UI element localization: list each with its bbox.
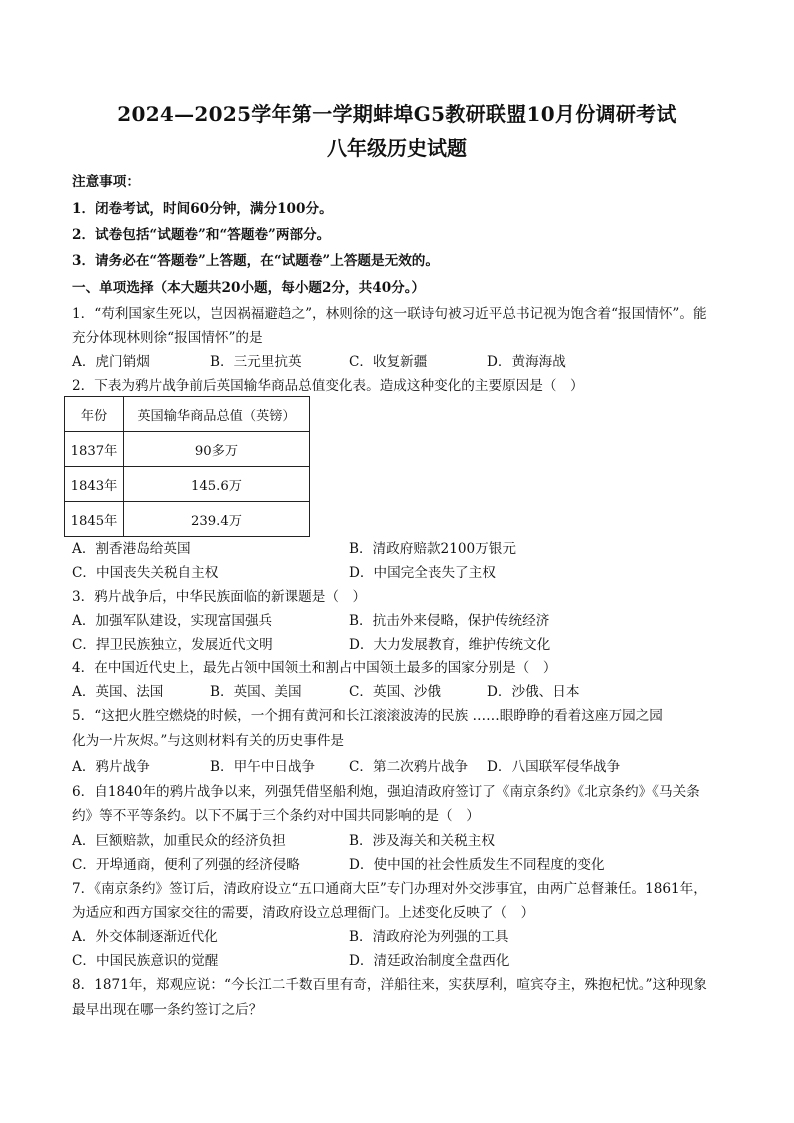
q4-option-c: C．英国、沙俄: [349, 684, 441, 700]
q6-option-c: C．开埠通商，便利了列强的经济侵略: [72, 857, 300, 873]
notes-heading: 注意事项：: [72, 174, 140, 190]
table-cell: 1837年: [65, 432, 124, 467]
q3-option-b: B．抗击外来侵略，保护传统经济: [349, 613, 550, 629]
question-6-text-cont: 约》等不平等条约。以下不属于三个条约对中国共同影响的是（ ）: [72, 808, 480, 824]
question-1-text-cont: 充分体现林则徐“报国情怀”的是: [72, 330, 263, 346]
q5-option-a: A．鸦片战争: [72, 759, 150, 775]
q2-option-d: D．中国完全丧失了主权: [349, 565, 496, 581]
q4-option-a: A．英国、法国: [72, 684, 164, 700]
question-2-text: 2．下表为鸦片战争前后英国输华商品总值变化表。造成这种变化的主要原因是（ ）: [72, 378, 584, 394]
table-cell: 90多万: [124, 432, 310, 467]
q4-option-b: B．英国、美国: [210, 684, 302, 700]
q3-option-a: A．加强军队建设，实现富国强兵: [72, 613, 273, 629]
q6-option-d: D．使中国的社会性质发生不同程度的变化: [349, 857, 605, 873]
table-header-value: 英国输华商品总值（英镑）: [124, 397, 310, 432]
question-1-text: 1．“苟利国家生死以，岂因祸福避趋之”，林则徐的这一联诗句被习近平总书记视为饱含着“报国情怀”。能: [72, 306, 707, 322]
question-7-text: 7．《南京条约》签订后，清政府设立“五口通商大臣”专门办理对外交涉事宜，由两广总督兼任。1861年，: [72, 881, 707, 897]
table-cell: 145.6万: [124, 467, 310, 502]
q1-option-b: B．三元里抗英: [210, 354, 302, 370]
question-3-text: 3．鸦片战争后，中华民族面临的新课题是（ ）: [72, 589, 367, 605]
table-row: [65, 432, 310, 467]
question-6-text: 6．自1840年的鸦片战争以来，列强凭借坚船利炮，强迫清政府签订了《南京条约》《北京条约》《马关条: [72, 784, 700, 800]
q6-option-b: B．涉及海关和关税主权: [349, 833, 495, 849]
q7-option-b: B．清政府沦为列强的工具: [349, 929, 509, 945]
note-item: 3．请务必在“答题卷”上答题，在“试题卷”上答题是无效的。: [72, 253, 439, 269]
note-item: 1．闭卷考试，时间60分钟，满分100分。: [72, 201, 333, 217]
q7-option-c: C．中国民族意识的觉醒: [72, 953, 219, 969]
question-7-text-cont: 为适应和西方国家交往的需要，清政府设立总理衙门。上述变化反映了（ ）: [72, 905, 535, 921]
q2-option-c: C．中国丧失关税自主权: [72, 565, 219, 581]
q2-option-a: A．割香港岛给英国: [72, 541, 191, 557]
table-header-row: [65, 397, 310, 432]
exam-subtitle: 八年级历史试题: [327, 136, 467, 160]
import-value-table: [64, 396, 310, 537]
table-cell: 1843年: [65, 467, 124, 502]
table-cell: 239.4万: [124, 502, 310, 537]
table-row: [65, 502, 310, 537]
q5-option-b: B．甲午中日战争: [210, 759, 316, 775]
question-5-text: 5．“这把火胜空燃烧的时候，一个拥有黄河和长江滚滚波涛的民族 ……眼睁睁的看着这座万园之园: [72, 708, 663, 724]
note-item: 2．试卷包括“试题卷”和“答题卷”两部分。: [72, 227, 331, 243]
table-row: [65, 467, 310, 502]
table-header-year: 年份: [65, 397, 124, 432]
section-heading: 一、单项选择（本大题共20小题，每小题2分，共40分。）: [72, 280, 426, 296]
question-8-text-cont: 最早出现在哪一条约签订之后？: [72, 1002, 263, 1018]
exam-title: 2024—2025学年第一学期蚌埠G5教研联盟10月份调研考试: [117, 102, 677, 126]
question-8-text: 8．1871年，郑观应说：“今长江二千数百里有奇，洋船往来，实获厚利，喧宾夺主，殊抱杞忧。”这种现象: [72, 977, 707, 993]
q3-option-c: C．捍卫民族独立，发展近代文明: [72, 637, 273, 653]
q7-option-d: D．清廷政治制度全盘西化: [349, 953, 510, 969]
q7-option-a: A．外交体制逐渐近代化: [72, 929, 218, 945]
q5-option-d: D．八国联军侵华战争: [487, 759, 621, 775]
q1-option-d: D．黄海海战: [487, 354, 566, 370]
question-5-text-cont: 化为一片灰烬。”与这则材料有关的历史事件是: [72, 733, 345, 749]
q4-option-d: D．沙俄、日本: [487, 684, 580, 700]
q5-option-c: C．第二次鸦片战争: [349, 759, 469, 775]
q1-option-a: A．虎门销烟: [72, 354, 150, 370]
question-4-text: 4．在中国近代史上，最先占领中国领土和割占中国领土最多的国家分别是（ ）: [72, 660, 557, 676]
q1-option-c: C．收复新疆: [349, 354, 428, 370]
q3-option-d: D．大力发展教育，维护传统文化: [349, 637, 551, 653]
q6-option-a: A．巨额赔款，加重民众的经济负担: [72, 833, 286, 849]
q2-option-b: B．清政府赔款2100万银元: [349, 541, 516, 557]
table-cell: 1845年: [65, 502, 124, 537]
